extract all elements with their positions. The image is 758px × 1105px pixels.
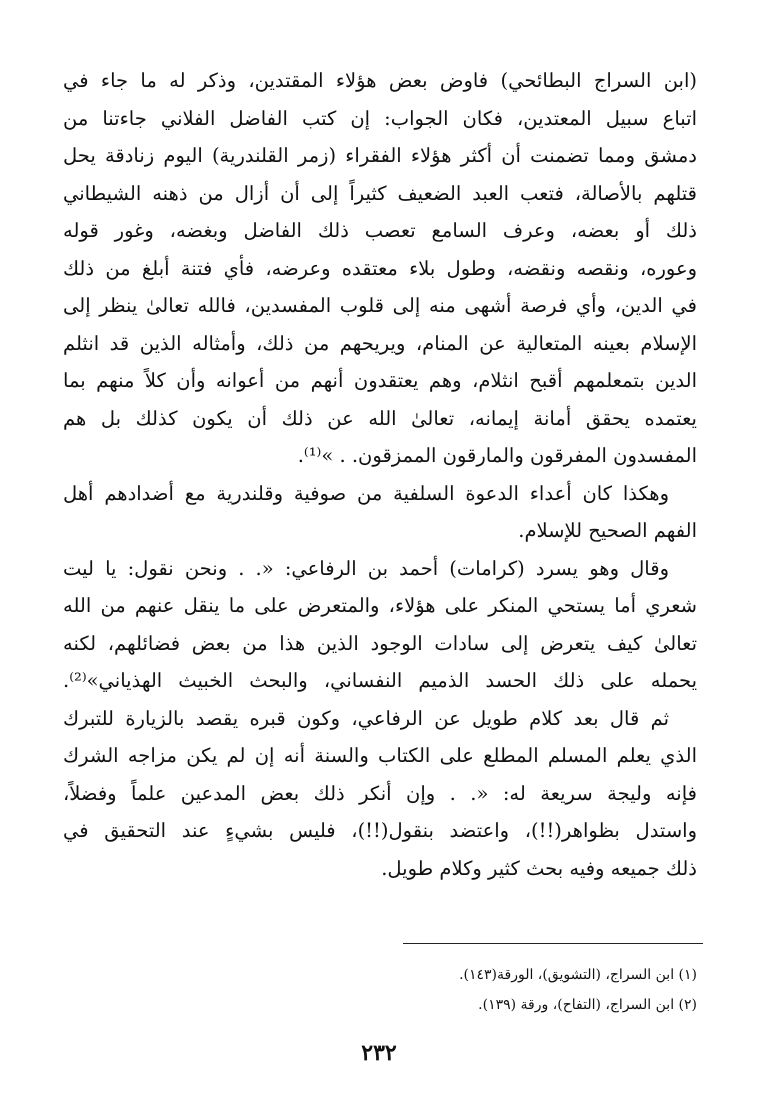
footnote-1: (١) ابن السراج، (التشويق)، الورقة(١٤٣). — [459, 967, 697, 983]
text-line: في الدين، وأي فرصة أشهى منه إلى قلوب المفسدين، فالله تعالىٰ ينظر إلى — [63, 294, 697, 317]
text-line: وهكذا كان أعداء الدعوة السلفية من صوفية وقلندرية مع أضدادهم أهل — [63, 481, 669, 505]
paragraph-1 — [63, 62, 697, 475]
footnote-2: (٢) ابن السراج، (التفاح)، ورقة (١٣٩). — [478, 997, 697, 1013]
text-line: الإسلام بعينه المتعالية عن المنام، ويريحهم من ذلك، وأمثاله الذين قد انثلم — [63, 331, 697, 355]
text-line: شعري أما يستحي المنكر على هؤلاء، والمتعرض على ما ينقل عنهم من الله — [63, 594, 697, 617]
page-number: ٢٣٢ — [361, 1040, 397, 1066]
paragraph-2 — [63, 475, 697, 550]
text-line: ثم قال بعد كلام طويل عن الرفاعي، وكون قبره يقصد بالزيارة للتبرك — [63, 706, 669, 730]
text-line: فإنه وليجة سريعة له: «. . وإن أنكر ذلك بعض المدعين علماً وفضلاً، — [63, 781, 697, 805]
text-line: المفسدون المفرقون والمارقون الممزقون. . »⁽¹⁾. — [297, 444, 697, 467]
text-line: واستدل بظواهر(!!)، واعتضد بنقول(!!)، فليس بشيءٍ عند التحقيق في — [63, 819, 697, 842]
footnotes — [63, 960, 697, 1020]
text-line: تعالىٰ كيف يتعرض إلى سادات الوجود الذين هذا من بعض فضائلهم، لكنه — [63, 631, 697, 655]
paragraph-4 — [63, 700, 697, 888]
footnote-separator — [403, 943, 703, 944]
text-line: قتلهم بالأصالة، فتعب العبد الضعيف كثيراً إلى أن أزال من ذهنه الشيطاني — [63, 181, 697, 205]
text-line: (ابن السراج البطائحي) فاوض بعض هؤلاء المقتدين، وذكر له ما جاء في — [63, 69, 697, 92]
main-text — [63, 62, 697, 887]
text-line: الفهم الصحيح للإسلام. — [518, 519, 697, 542]
text-line: دمشق ومما تضمنت أن أكثر هؤلاء الفقراء (زمر القلندرية) اليوم زنادقة يحل — [63, 144, 697, 167]
text-line: الدين بتمعلمهم أقبح انثلام، وهم يعتقدون أنهم من أعوانه وأن كلاً منهم بما — [63, 369, 697, 392]
text-line: وعوره، ونقصه ونقضه، وطول بلاء معتقده وعرضه، فأي فتنة أبلغ من ذلك — [63, 256, 697, 280]
text-line: وقال وهو يسرد (كرامات) أحمد بن الرفاعي: «. . ونحن نقول: يا ليت — [63, 556, 669, 580]
text-line: يعتمده يحقق أمانة إيمانه، تعالىٰ الله عن ذلك أن يكون كذلك بل هم — [63, 406, 697, 430]
text-line: يحمله على ذلك الحسد الذميم النفساني، والبحث الخبيث الهذياني»⁽²⁾. — [63, 669, 697, 692]
text-line: اتباع سبيل المعتدين، فكان الجواب: إن كتب الفاضل الفلاني جاءتنا من — [63, 106, 697, 130]
text-line: ذلك جميعه وفيه بحث كثير وكلام طويل. — [381, 856, 697, 880]
text-line: الذي يعلم المسلم المطلع على الكتاب والسنة أنه إن لم يكن مزاجه الشرك — [63, 744, 697, 767]
paragraph-3 — [63, 550, 697, 700]
text-line: ذلك أو بعضه، وعرف السامع تعصب ذلك الفاضل وبغضه، وغور قوله — [63, 219, 697, 242]
